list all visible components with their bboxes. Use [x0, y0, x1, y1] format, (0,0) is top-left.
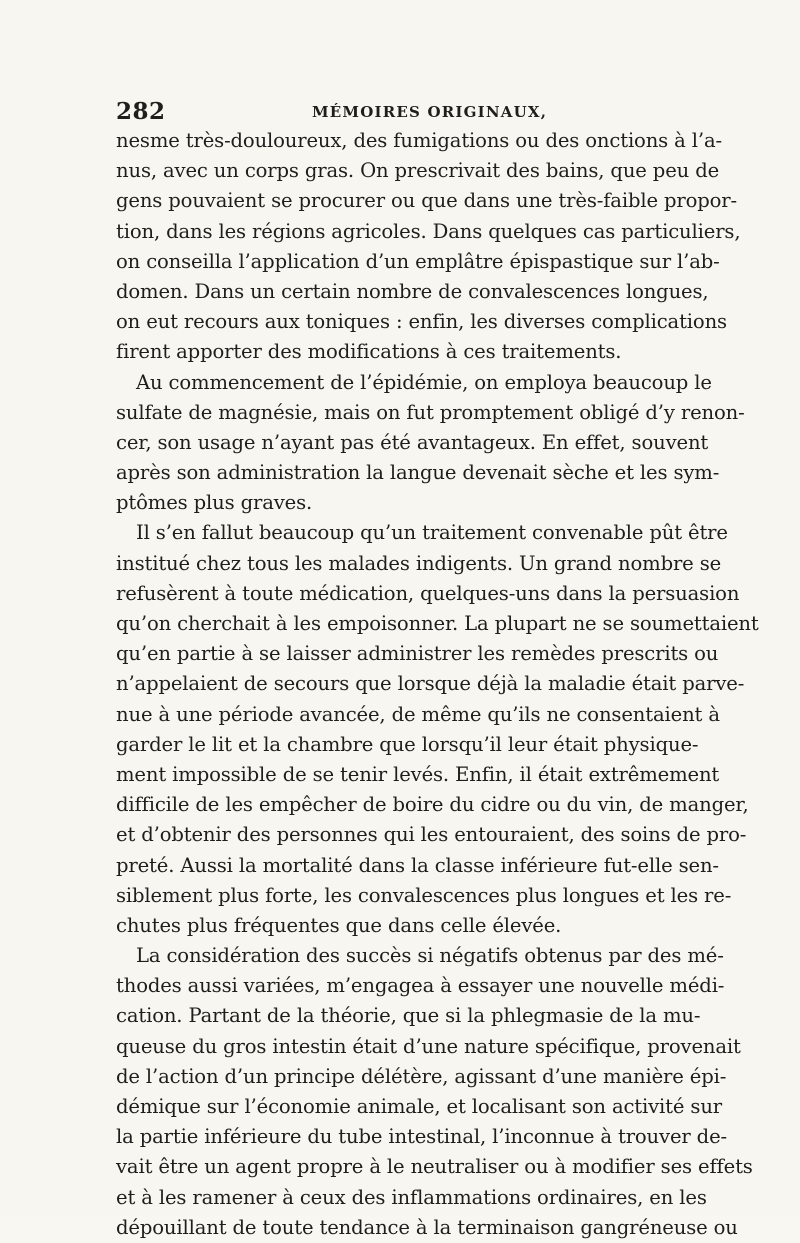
text-line: nesme très-douloureux, des fumigations ou des onctions à l’a-	[116, 129, 722, 152]
text-line: firent apporter des modifications à ces traitements.	[116, 340, 622, 364]
text-line: institué chez tous les malades indigents. Un grand nombre se	[116, 551, 722, 575]
text-line: queuse du gros intestin était d’une nature spécifique, provenait	[116, 1034, 741, 1058]
text-line: cer, son usage n’ayant pas été avantageux. En effet, souvent	[116, 430, 709, 454]
text-line: siblement plus forte, les convalescences plus longues et les re-	[116, 883, 732, 907]
text-line: tion, dans les régions agricoles. Dans quelques cas particuliers,	[116, 219, 741, 243]
text-line: démique sur l’économie animale, et localisant son activité sur	[116, 1095, 723, 1118]
text-line: qu’on cherchait à les empoisonner. La plupart ne se soumettaient	[116, 612, 759, 635]
text-line: Au commencement de l’épidémie, on employa beaucoup le	[136, 370, 712, 394]
text-line: vait être un agent propre à le neutraliser ou à modifier ses effets	[116, 1155, 753, 1179]
text-line: n’appelaient de secours que lorsque déjà la maladie était parve-	[116, 672, 745, 696]
text-line: et à les ramener à ceux des inflammations ordinaires, en les	[116, 1185, 707, 1209]
text-line: et d’obtenir des personnes qui les entouraient, des soins de pro-	[116, 823, 747, 847]
text-line: La considération des succès si négatifs obtenus par des mé-	[136, 944, 724, 968]
text-line: nus, avec un corps gras. On prescrivait des bains, que peu de	[116, 159, 720, 183]
page-number: 282	[116, 98, 166, 125]
text-line: après son administration la langue devenait sèche et les sym-	[116, 461, 720, 485]
text-line: gens pouvaient se procurer ou que dans une très-faible propor-	[116, 189, 737, 213]
body-text	[116, 126, 759, 1243]
text-line: dépouillant de toute tendance à la terminaison gangréneuse ou	[116, 1215, 738, 1239]
text-line: domen. Dans un certain nombre de convalescences longues,	[116, 279, 709, 303]
text-line: on conseilla l’application d’un emplâtre épispastique sur l’ab-	[116, 249, 720, 273]
text-line: qu’en partie à se laisser administrer les remèdes prescrits ou	[116, 642, 719, 666]
text-line: on eut recours aux toniques : enfin, les diverses complications	[116, 310, 727, 334]
text-line: preté. Aussi la mortalité dans la classe inférieure fut-elle sen-	[116, 853, 719, 877]
text-line: chutes plus fréquentes que dans celle élevée.	[116, 913, 562, 937]
text-line: cation. Partant de la théorie, que si la phlegmasie de la mu-	[116, 1004, 701, 1028]
text-line: ptômes plus graves.	[116, 491, 313, 515]
text-line: sulfate de magnésie, mais on fut promptement obligé d’y renon-	[116, 400, 745, 424]
text-line: thodes aussi variées, m’engagea à essayer une nouvelle médi-	[116, 974, 725, 998]
text-line: garder le lit et la chambre que lorsqu’il leur était physique-	[116, 732, 699, 756]
text-line: nue à une période avancée, de même qu’ils ne consentaient à	[116, 702, 720, 726]
text-line: Il s’en fallut beaucoup qu’un traitement convenable pût être	[136, 521, 728, 545]
running-head: MÉMOIRES ORIGINAUX,	[312, 103, 548, 121]
text-line: difficile de les empêcher de boire du cidre ou du vin, de manger,	[116, 793, 749, 817]
text-line: refusèrent à toute médication, quelques-uns dans la persuasion	[116, 581, 740, 605]
page-header	[116, 98, 686, 126]
text-line: la partie inférieure du tube intestinal, l’inconnue à trouver de-	[116, 1125, 727, 1149]
text-line: ment impossible de se tenir levés. Enfin, il était extrêmement	[116, 762, 720, 786]
text-line: de l’action d’un principe délétère, agissant d’une manière épi-	[116, 1064, 727, 1088]
